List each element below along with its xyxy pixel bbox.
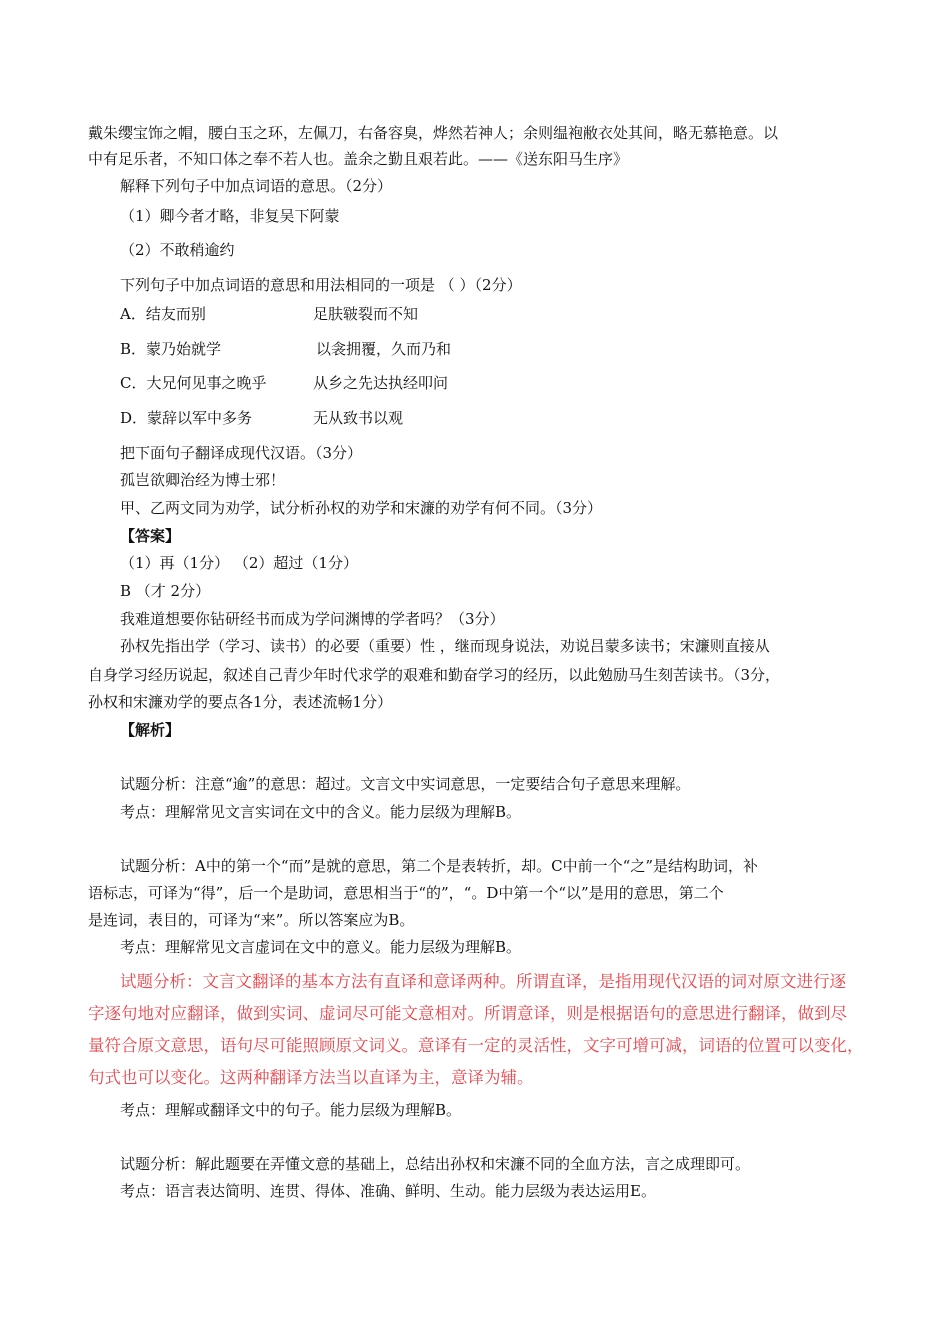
answer-4-line-3: 孙权和宋濂劝学的要点各1分，表述流畅1分） xyxy=(88,693,393,711)
q1-prompt: 解释下列句子中加点词语的意思。（2分） xyxy=(120,177,393,195)
answer-4-line-1: 孙权先指出学（学习、读书）的必要（重要）性 ，继而现身说法，劝说吕蒙多读书；宋濂则直接从 xyxy=(120,637,770,655)
q3-prompt: 把下面句子翻译成现代汉语。（3分） xyxy=(120,444,363,462)
answer-heading: 【答案】 xyxy=(120,527,181,545)
analysis-3-red-line-2: 字逐句地对应翻译，做到实词、虚词尽可能文意相对。所谓意译，则是根据语句的意思进行翻译，做到尽 xyxy=(88,1004,847,1023)
analysis-3-red-line-4: 句式也可以变化。这两种翻译方法当以直译为主，意译为辅。 xyxy=(88,1068,534,1087)
q3-sentence: 孤岂欲卿治经为博士邪！ xyxy=(120,471,286,489)
analysis-3-red-line-1: 试题分析：文言文翻译的基本方法有直译和意译两种。所谓直译，是指用现代汉语的词对原文进行逐 xyxy=(120,972,846,991)
analysis-1-line-2: 考点：理解常见文言实词在文中的含义。能力层级为理解B。 xyxy=(120,803,522,821)
q2-option-c-right: 从乡之先达执经叩问 xyxy=(313,374,449,392)
analysis-3-line-2: 考点：理解或翻译文中的句子。能力层级为理解B。 xyxy=(120,1101,462,1119)
analysis-2-line-3: 是连词，表目的，可译为“来”。所以答案应为B。 xyxy=(88,911,415,929)
q2-prompt: 下列句子中加点词语的意思和用法相同的一项是 （ ）（2分） xyxy=(120,276,522,294)
answer-2: B （才 2分） xyxy=(120,582,211,600)
analysis-4-line-1: 试题分析：解此题要在弄懂文意的基础上，总结出孙权和宋濂不同的全血方法，言之成理即可。 xyxy=(120,1155,751,1173)
q2-option-d-right: 无从致书以观 xyxy=(313,409,404,427)
analysis-4-line-2: 考点：语言表达简明、连贯、得体、准确、鲜明、生动。能力层级为表达运用E。 xyxy=(120,1182,656,1200)
analysis-3-red-line-3: 量符合原文意思，语句尽可能照顾原文词义。意译有一定的灵活性，文字可增可减，词语的位置可以变化， xyxy=(88,1036,864,1055)
q2-option-b-left: B．蒙乃始就学 xyxy=(120,340,222,358)
passage-line-1: 戴朱缨宝饰之帽，腰白玉之环，左佩刀，右备容臭，烨然若神人；余则缊袍敝衣处其间，略无慕艳意。以 xyxy=(88,124,779,142)
q1-item-1: （1）卿今者才略，非复吴下阿蒙 xyxy=(120,207,340,225)
answer-1: （1）再（1分） （2）超过（1分） xyxy=(120,554,358,572)
analysis-2-line-4: 考点：理解常见文言虚词在文中的意义。能力层级为理解B。 xyxy=(120,938,522,956)
q2-option-b-right: 以衾拥覆，久而乃和 xyxy=(316,340,452,358)
analysis-2-line-1: 试题分析：A中的第一个“而”是就的意思，第二个是表转折，却。C中前一个“之”是结构助词，补 xyxy=(120,857,758,875)
analysis-heading: 【解析】 xyxy=(120,721,181,739)
q4-prompt: 甲、乙两文同为劝学，试分析孙权的劝学和宋濂的劝学有何不同。（3分） xyxy=(120,499,603,517)
passage-line-2: 中有足乐者，不知口体之奉不若人也。盖余之勤且艰若此。——《送东阳马生序》 xyxy=(88,150,629,168)
q2-option-a-right: 足肤皲裂而不知 xyxy=(313,305,419,323)
q1-item-2: （2）不敢稍逾约 xyxy=(120,241,235,259)
q2-option-d-left: D．蒙辞以军中多务 xyxy=(120,409,253,427)
answer-4-line-2: 自身学习经历说起，叙述自己青少年时代求学的艰难和勤奋学习的经历，以此勉励马生刻苦读书。（3分， xyxy=(88,666,781,684)
q2-option-a-left: A．结友而别 xyxy=(120,305,206,323)
answer-3: 我难道想要你钻研经书而成为学问渊博的学者吗？（3分） xyxy=(120,610,505,628)
analysis-2-line-2: 语标志，可译为“得”，后一个是助词，意思相当于“的”，“。D中第一个“以”是用的意思，第二个 xyxy=(88,884,724,902)
analysis-1-line-1: 试题分析：注意“逾”的意思：超过。文言文中实词意思，一定要结合句子意思来理解。 xyxy=(120,775,691,793)
q2-option-c-left: C．大兄何见事之晚乎 xyxy=(120,374,267,392)
